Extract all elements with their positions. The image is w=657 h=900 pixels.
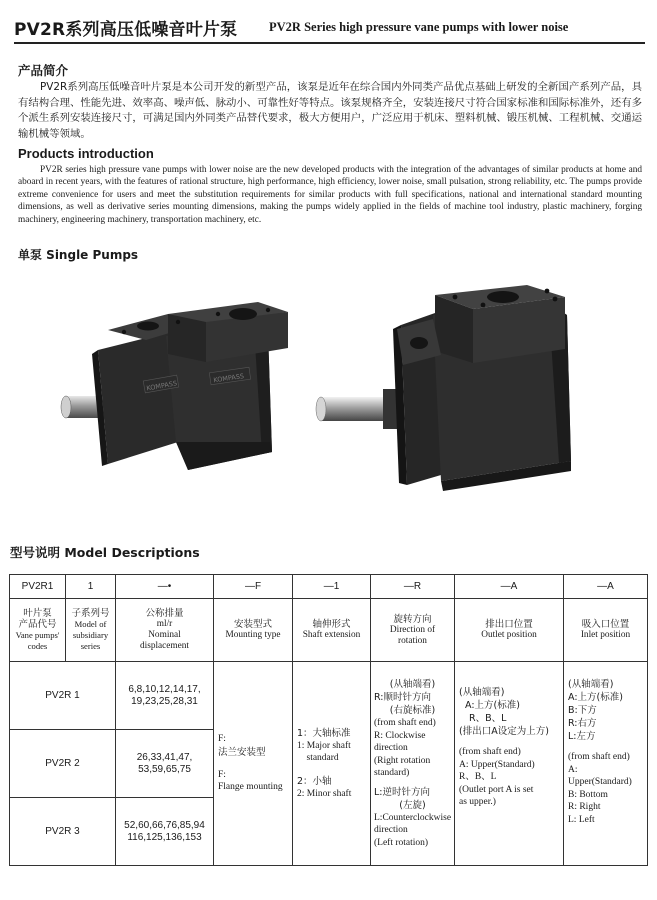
label-outlet — [455, 599, 564, 662]
in-a4: R:右方 — [568, 718, 597, 729]
code-mount: —F — [214, 575, 293, 599]
row-3-code: PV2R 3 — [10, 798, 116, 866]
label-outlet-cn: 排出口位置 — [485, 619, 533, 630]
outlet-cell — [455, 662, 564, 866]
in-b1: (from shaft end) — [568, 752, 630, 762]
label-inlet — [564, 599, 648, 662]
out-b3: R、B、L — [459, 772, 497, 782]
intro-cn-text — [18, 80, 642, 142]
model-table — [9, 574, 648, 866]
in-b4: R: Right — [568, 802, 601, 812]
out-a2: A:上方(标准) — [465, 700, 520, 711]
label-series-cn: 叶片泵 产品代号 — [18, 608, 57, 630]
rot-b3: L:Counterclockwise direction — [374, 812, 452, 835]
code-series: PV2R1 — [10, 575, 66, 599]
in-a2: A:上方(标准) — [568, 692, 623, 703]
rot-a6: (Right rotation standard) — [374, 755, 431, 778]
shaft-cell — [293, 662, 371, 866]
label-mount — [214, 599, 293, 662]
rot-a3: (右旋标准) — [389, 705, 436, 716]
model-label-row — [10, 599, 648, 662]
in-b3: B: Bottom — [568, 789, 608, 800]
intro-en-heading: Products introduction — [18, 146, 154, 161]
in-a1: (从轴端看) — [568, 679, 614, 690]
shaft-2-cn: 2：小轴 — [297, 775, 332, 787]
out-a3: R、B、L — [469, 713, 507, 724]
label-rotation-cn: 旋转方向 — [393, 613, 432, 625]
out-a4: (排出口A设定为上方) — [459, 726, 549, 737]
code-shaft: —1 — [293, 575, 371, 599]
page-title-en: PV2R Series high pressure vane pumps with lower noise — [269, 20, 569, 34]
row-1-code: PV2R 1 — [10, 662, 116, 730]
intro-en-text — [18, 164, 642, 226]
single-pumps-heading: 单泵 Single Pumps — [18, 248, 139, 262]
label-disp-en: ml/r Nominal displacement — [139, 619, 190, 651]
rot-a1: (从轴端看) — [389, 679, 436, 690]
row-3-disp: 52,60,66,76,85,94 116,125,136,153 — [116, 798, 214, 866]
shaft-1-en: 1: Major shaft standard — [297, 740, 351, 764]
mounting-cell — [214, 662, 293, 866]
label-rotation — [371, 599, 455, 662]
row-1-disp: 6,8,10,12,14,17, 19,23,25,28,31 — [116, 662, 214, 730]
in-b2: A: Upper(Standard) — [568, 764, 632, 787]
model-code-row — [10, 575, 648, 599]
label-outlet-en: Outlet position — [481, 630, 537, 640]
label-sub-en: Model of subsidiary series — [72, 619, 109, 651]
out-b2: A: Upper(Standard) — [459, 759, 535, 770]
out-b1: (from shaft end) — [459, 747, 521, 757]
mount-code-1: F: — [218, 734, 226, 745]
mount-code-2: F: — [218, 769, 226, 780]
code-inlet: —A — [564, 575, 648, 599]
label-inlet-en: Inlet position — [580, 630, 631, 640]
page-title-cn: PV2R系列高压低噪音叶片泵 — [14, 20, 238, 40]
label-disp-cn: 公称排量 — [145, 608, 184, 619]
row-2-disp: 26,33,41,47, 53,59,65,75 — [116, 730, 214, 798]
code-outlet: —A — [455, 575, 564, 599]
rot-b4: (Left rotation) — [374, 837, 429, 848]
label-series-en: Vane pumps' codes — [15, 630, 60, 651]
label-sub — [66, 599, 116, 662]
label-disp — [116, 599, 214, 662]
out-b4: (Outlet port A is set as upper.) — [459, 784, 534, 807]
label-shaft-en: Shaft extension — [302, 630, 361, 640]
intro-cn-heading: 产品简介 — [18, 63, 69, 78]
mount-en: Flange mounting — [218, 782, 283, 793]
mount-cn: 法兰安装型 — [218, 746, 266, 758]
row-2-code: PV2R 2 — [10, 730, 116, 798]
code-disp: —• — [116, 575, 214, 599]
rotation-cell — [371, 662, 455, 866]
label-shaft — [293, 599, 371, 662]
label-rotation-en: Direction of rotation — [389, 624, 436, 646]
code-sub: 1 — [66, 575, 116, 599]
code-rotation: —R — [371, 575, 455, 599]
intro-cn-body: PV2R系列高压低噪音叶片泵是本公司开发的新型产品，该泵是近年在综合国内外同类产品优点基础上研发的全新国产系列产品，具有结构合理、性能先进、效率高、噪声低、脉动小、可靠性好等特点。该泵规格齐全，安装连接尺寸符合国家标准和国际标准外，还有多个派生系列安装连接尺寸，可满足国内外同类产品替代要求，极大方便用户，广泛应用于机床、塑料机械、锻压机械、工程机械、交通运输机械等领域。 — [18, 81, 642, 140]
page-header — [14, 12, 645, 42]
label-inlet-cn: 吸入口位置 — [581, 619, 630, 630]
pump-brand-label-1: KOMPASS — [145, 379, 178, 393]
shaft-2-en: 2: Minor shaft — [297, 788, 352, 799]
shaft-1-cn: 1：大轴标准 — [297, 727, 351, 739]
pump-brand-label-2: KOMPASS — [212, 372, 245, 385]
intro-en-body: PV2R series high pressure vane pumps with lower noise are the new developed products with the integration of the advantages of similar products at home and aboard in recent years, with the features of rational structure, high performance, high efficiency, lower noise, small pulsation, strong reliability, etc. The pumps provide extreme convenience for users and meet the substitution requirements for similar products with full specifications, national and international standard mounting dimensions, as well as derivative series mounting dimensions, making the pumps widely applied in the fields of machine tool industry, plastic machinery, forging machinery, engineering machinery, transportation machinery, etc. — [18, 165, 642, 225]
label-series — [10, 599, 66, 662]
pump-photo-left — [58, 292, 298, 497]
rot-a2: R:顺时针方向 — [374, 692, 432, 703]
label-shaft-cn: 轴伸形式 — [312, 619, 351, 630]
in-a5: L:左方 — [568, 731, 596, 742]
model-heading: 型号说明 Model Descriptions — [10, 545, 200, 560]
label-mount-cn: 安装型式 — [233, 619, 272, 630]
header-rule — [14, 42, 645, 44]
model-row-1 — [10, 662, 648, 730]
label-sub-cn: 子系列号 — [71, 608, 110, 619]
inlet-cell — [564, 662, 648, 866]
out-a1: (从轴端看) — [459, 687, 505, 698]
rot-b1: L:逆时针方向 — [374, 786, 430, 798]
rot-a4: (from shaft end) — [374, 718, 436, 728]
in-a3: B:下方 — [568, 705, 597, 716]
label-mount-en: Mounting type — [225, 630, 281, 640]
pump-photo-right — [315, 285, 590, 500]
rot-b2: (左旋) — [399, 799, 426, 811]
rot-a5: R: Clockwise direction — [374, 730, 426, 753]
in-b5: L: Left — [568, 814, 595, 825]
